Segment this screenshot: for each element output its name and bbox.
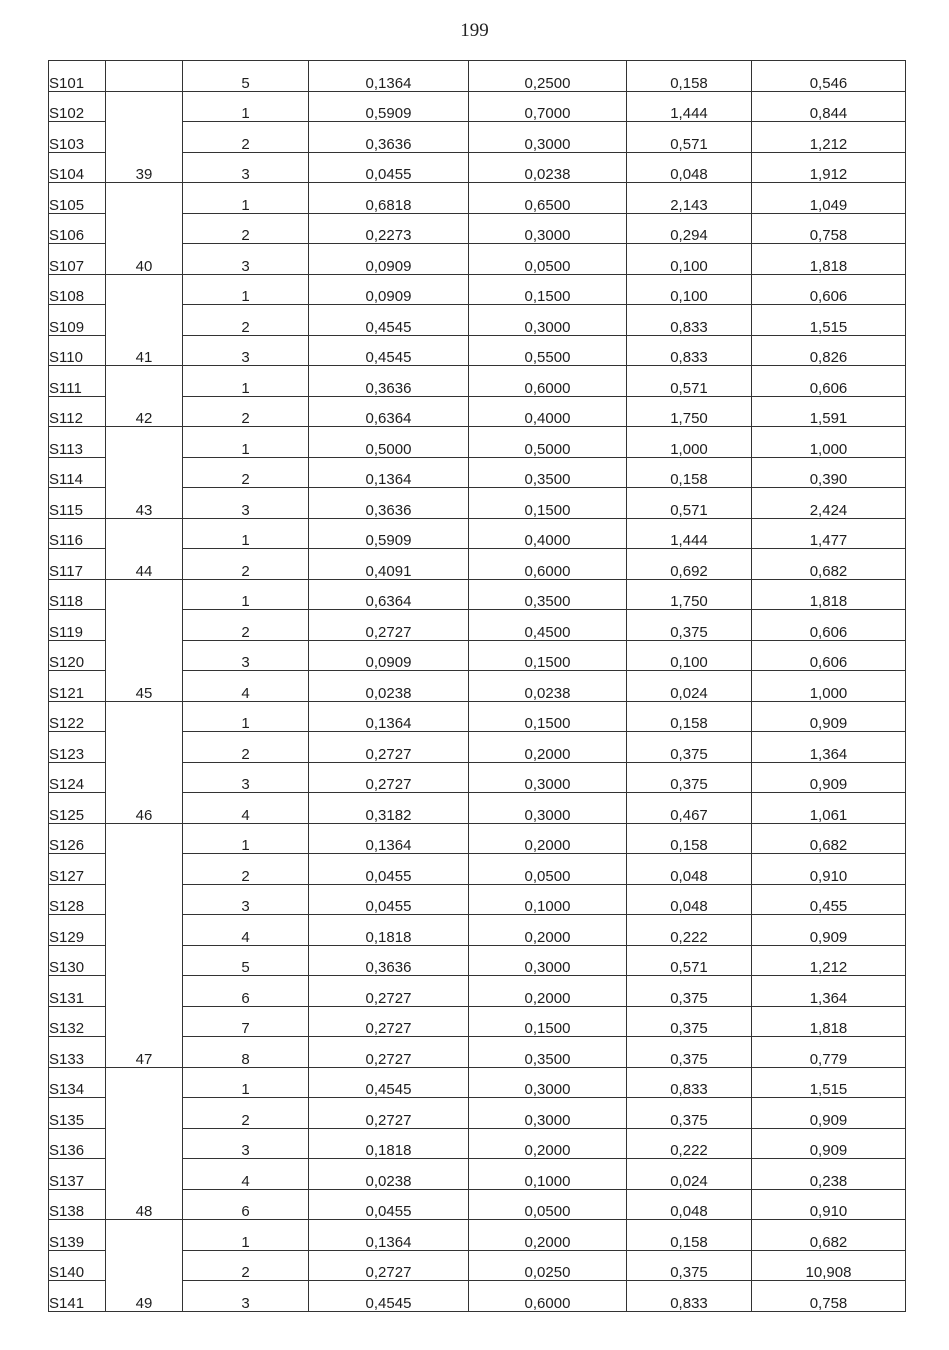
row-code: S113 <box>49 427 106 458</box>
value-col-4: 1,000 <box>752 671 906 702</box>
group-number <box>106 61 183 92</box>
value-col-2: 0,2000 <box>469 732 627 763</box>
value-col-4: 1,049 <box>752 183 906 214</box>
value-col-4: 0,455 <box>752 884 906 915</box>
row-code: S107 <box>49 244 106 275</box>
value-col-2: 0,1500 <box>469 1006 627 1037</box>
row-code: S132 <box>49 1006 106 1037</box>
value-col-3: 0,375 <box>627 610 752 641</box>
value-col-4: 0,682 <box>752 1220 906 1251</box>
value-col-4: 1,912 <box>752 152 906 183</box>
value-col-2: 0,0500 <box>469 244 627 275</box>
table-row <box>49 61 906 92</box>
value-col-2: 0,1500 <box>469 488 627 519</box>
value-col-2: 0,3000 <box>469 762 627 793</box>
value-col-2: 0,3000 <box>469 122 627 153</box>
value-col-4: 0,758 <box>752 213 906 244</box>
group-number: 41 <box>106 274 183 366</box>
value-col-3: 0,158 <box>627 823 752 854</box>
table-row <box>49 183 906 214</box>
value-col-2: 0,2000 <box>469 823 627 854</box>
row-code: S110 <box>49 335 106 366</box>
item-index: 1 <box>183 274 309 305</box>
value-col-4: 0,909 <box>752 1128 906 1159</box>
row-code: S125 <box>49 793 106 824</box>
value-col-3: 2,143 <box>627 183 752 214</box>
value-col-3: 0,375 <box>627 1006 752 1037</box>
value-col-4: 0,606 <box>752 274 906 305</box>
value-col-1: 0,4091 <box>309 549 469 580</box>
group-number: 39 <box>106 91 183 183</box>
table-row <box>49 823 906 854</box>
value-col-1: 0,3182 <box>309 793 469 824</box>
value-col-1: 0,2273 <box>309 213 469 244</box>
value-col-2: 0,3000 <box>469 1067 627 1098</box>
value-col-3: 0,375 <box>627 1250 752 1281</box>
item-index: 1 <box>183 427 309 458</box>
value-col-2: 0,3000 <box>469 945 627 976</box>
value-col-4: 0,826 <box>752 335 906 366</box>
item-index: 4 <box>183 793 309 824</box>
value-col-4: 1,364 <box>752 732 906 763</box>
value-col-1: 0,4545 <box>309 335 469 366</box>
item-index: 2 <box>183 1250 309 1281</box>
row-code: S135 <box>49 1098 106 1129</box>
item-index: 4 <box>183 915 309 946</box>
value-col-2: 0,4000 <box>469 396 627 427</box>
item-index: 1 <box>183 823 309 854</box>
value-col-3: 0,467 <box>627 793 752 824</box>
value-col-1: 0,0238 <box>309 1159 469 1190</box>
value-col-2: 0,2000 <box>469 1220 627 1251</box>
item-index: 1 <box>183 366 309 397</box>
value-col-1: 0,1364 <box>309 61 469 92</box>
item-index: 3 <box>183 1281 309 1312</box>
item-index: 8 <box>183 1037 309 1068</box>
value-col-4: 0,682 <box>752 823 906 854</box>
value-col-2: 0,6500 <box>469 183 627 214</box>
item-index: 1 <box>183 1220 309 1251</box>
value-col-3: 0,024 <box>627 1159 752 1190</box>
item-index: 4 <box>183 671 309 702</box>
value-col-2: 0,3500 <box>469 579 627 610</box>
group-number: 48 <box>106 1067 183 1220</box>
row-code: S114 <box>49 457 106 488</box>
item-index: 2 <box>183 610 309 641</box>
value-col-4: 0,606 <box>752 640 906 671</box>
value-col-2: 0,1000 <box>469 884 627 915</box>
value-col-2: 0,7000 <box>469 91 627 122</box>
value-col-3: 0,571 <box>627 488 752 519</box>
row-code: S124 <box>49 762 106 793</box>
value-col-2: 0,1500 <box>469 701 627 732</box>
value-col-2: 0,3000 <box>469 213 627 244</box>
row-code: S129 <box>49 915 106 946</box>
value-col-4: 1,591 <box>752 396 906 427</box>
value-col-3: 1,444 <box>627 91 752 122</box>
item-index: 2 <box>183 457 309 488</box>
value-col-3: 0,571 <box>627 945 752 976</box>
value-col-3: 0,833 <box>627 1067 752 1098</box>
value-col-2: 0,6000 <box>469 1281 627 1312</box>
table-row <box>49 701 906 732</box>
value-col-2: 0,0500 <box>469 1189 627 1220</box>
item-index: 2 <box>183 396 309 427</box>
item-index: 2 <box>183 213 309 244</box>
value-col-3: 0,375 <box>627 976 752 1007</box>
item-index: 6 <box>183 976 309 1007</box>
item-index: 1 <box>183 1067 309 1098</box>
row-code: S106 <box>49 213 106 244</box>
group-number: 49 <box>106 1220 183 1312</box>
value-col-1: 0,4545 <box>309 305 469 336</box>
value-col-3: 0,375 <box>627 732 752 763</box>
value-col-3: 1,750 <box>627 396 752 427</box>
value-col-2: 0,3000 <box>469 793 627 824</box>
value-col-1: 0,0909 <box>309 244 469 275</box>
row-code: S103 <box>49 122 106 153</box>
group-number: 47 <box>106 823 183 1067</box>
value-col-4: 1,364 <box>752 976 906 1007</box>
table-row <box>49 427 906 458</box>
value-col-2: 0,2500 <box>469 61 627 92</box>
value-col-2: 0,2000 <box>469 1128 627 1159</box>
value-col-1: 0,2727 <box>309 1006 469 1037</box>
value-col-3: 0,158 <box>627 1220 752 1251</box>
row-code: S102 <box>49 91 106 122</box>
value-col-1: 0,1364 <box>309 1220 469 1251</box>
item-index: 2 <box>183 122 309 153</box>
value-col-3: 0,222 <box>627 915 752 946</box>
value-col-1: 0,1364 <box>309 457 469 488</box>
item-index: 1 <box>183 518 309 549</box>
value-col-3: 0,375 <box>627 762 752 793</box>
value-col-4: 1,061 <box>752 793 906 824</box>
value-col-3: 0,571 <box>627 122 752 153</box>
item-index: 4 <box>183 1159 309 1190</box>
value-col-4: 0,682 <box>752 549 906 580</box>
table-row <box>49 1067 906 1098</box>
table-row <box>49 579 906 610</box>
row-code: S140 <box>49 1250 106 1281</box>
value-col-1: 0,3636 <box>309 366 469 397</box>
item-index: 2 <box>183 854 309 885</box>
table-row <box>49 518 906 549</box>
value-col-1: 0,2727 <box>309 1037 469 1068</box>
value-col-2: 0,5000 <box>469 427 627 458</box>
row-code: S120 <box>49 640 106 671</box>
value-col-1: 0,2727 <box>309 976 469 1007</box>
value-col-2: 0,3500 <box>469 1037 627 1068</box>
item-index: 5 <box>183 61 309 92</box>
value-col-2: 0,4000 <box>469 518 627 549</box>
value-col-3: 0,571 <box>627 366 752 397</box>
value-col-2: 0,0250 <box>469 1250 627 1281</box>
value-col-2: 0,6000 <box>469 549 627 580</box>
row-code: S101 <box>49 61 106 92</box>
value-col-4: 0,779 <box>752 1037 906 1068</box>
value-col-4: 0,390 <box>752 457 906 488</box>
value-col-2: 0,2000 <box>469 915 627 946</box>
value-col-1: 0,0455 <box>309 1189 469 1220</box>
row-code: S108 <box>49 274 106 305</box>
group-number: 45 <box>106 579 183 701</box>
value-col-3: 0,222 <box>627 1128 752 1159</box>
value-col-4: 1,818 <box>752 1006 906 1037</box>
value-col-2: 0,1500 <box>469 640 627 671</box>
row-code: S133 <box>49 1037 106 1068</box>
group-number: 44 <box>106 518 183 579</box>
row-code: S126 <box>49 823 106 854</box>
table-row <box>49 1220 906 1251</box>
row-code: S139 <box>49 1220 106 1251</box>
row-code: S128 <box>49 884 106 915</box>
value-col-1: 0,0909 <box>309 274 469 305</box>
value-col-1: 0,1364 <box>309 823 469 854</box>
item-index: 3 <box>183 244 309 275</box>
table-row <box>49 91 906 122</box>
value-col-1: 0,1818 <box>309 915 469 946</box>
value-col-4: 1,212 <box>752 122 906 153</box>
value-col-1: 0,3636 <box>309 122 469 153</box>
value-col-2: 0,2000 <box>469 976 627 1007</box>
row-code: S109 <box>49 305 106 336</box>
value-col-3: 0,692 <box>627 549 752 580</box>
row-code: S121 <box>49 671 106 702</box>
value-col-4: 10,908 <box>752 1250 906 1281</box>
row-code: S104 <box>49 152 106 183</box>
value-col-1: 0,0455 <box>309 152 469 183</box>
value-col-4: 2,424 <box>752 488 906 519</box>
value-col-3: 0,100 <box>627 274 752 305</box>
table-row <box>49 366 906 397</box>
item-index: 3 <box>183 488 309 519</box>
item-index: 3 <box>183 640 309 671</box>
value-col-4: 1,818 <box>752 244 906 275</box>
value-col-1: 0,2727 <box>309 762 469 793</box>
row-code: S111 <box>49 366 106 397</box>
row-code: S122 <box>49 701 106 732</box>
value-col-1: 0,6818 <box>309 183 469 214</box>
group-number: 40 <box>106 183 183 275</box>
value-col-2: 0,4500 <box>469 610 627 641</box>
value-col-1: 0,2727 <box>309 732 469 763</box>
row-code: S115 <box>49 488 106 519</box>
value-col-4: 1,515 <box>752 305 906 336</box>
group-number: 42 <box>106 366 183 427</box>
value-col-1: 0,1364 <box>309 701 469 732</box>
value-col-1: 0,4545 <box>309 1067 469 1098</box>
value-col-3: 0,048 <box>627 152 752 183</box>
value-col-3: 0,048 <box>627 1189 752 1220</box>
value-col-3: 0,100 <box>627 640 752 671</box>
row-code: S123 <box>49 732 106 763</box>
value-col-3: 1,444 <box>627 518 752 549</box>
item-index: 3 <box>183 152 309 183</box>
value-col-4: 0,909 <box>752 701 906 732</box>
row-code: S127 <box>49 854 106 885</box>
item-index: 6 <box>183 1189 309 1220</box>
item-index: 5 <box>183 945 309 976</box>
row-code: S119 <box>49 610 106 641</box>
value-col-3: 0,375 <box>627 1098 752 1129</box>
value-col-3: 0,158 <box>627 61 752 92</box>
item-index: 1 <box>183 701 309 732</box>
value-col-3: 0,048 <box>627 884 752 915</box>
value-col-1: 0,5000 <box>309 427 469 458</box>
group-number: 43 <box>106 427 183 519</box>
row-code: S112 <box>49 396 106 427</box>
value-col-4: 0,909 <box>752 762 906 793</box>
value-col-1: 0,4545 <box>309 1281 469 1312</box>
value-col-3: 0,833 <box>627 335 752 366</box>
row-code: S117 <box>49 549 106 580</box>
value-col-4: 0,910 <box>752 1189 906 1220</box>
value-col-3: 0,048 <box>627 854 752 885</box>
value-col-3: 0,833 <box>627 1281 752 1312</box>
value-col-1: 0,6364 <box>309 396 469 427</box>
value-col-1: 0,2727 <box>309 1250 469 1281</box>
value-col-3: 0,158 <box>627 701 752 732</box>
page-number: 199 <box>460 20 489 41</box>
value-col-4: 0,909 <box>752 915 906 946</box>
table-row <box>49 274 906 305</box>
value-col-1: 0,5909 <box>309 518 469 549</box>
item-index: 1 <box>183 91 309 122</box>
value-col-4: 0,758 <box>752 1281 906 1312</box>
row-code: S137 <box>49 1159 106 1190</box>
item-index: 1 <box>183 579 309 610</box>
value-col-4: 0,844 <box>752 91 906 122</box>
row-code: S105 <box>49 183 106 214</box>
value-col-2: 0,1000 <box>469 1159 627 1190</box>
table-body <box>49 61 906 1312</box>
value-col-4: 0,909 <box>752 1098 906 1129</box>
value-col-1: 0,0238 <box>309 671 469 702</box>
item-index: 2 <box>183 549 309 580</box>
item-index: 2 <box>183 1098 309 1129</box>
data-table <box>48 60 906 1312</box>
item-index: 3 <box>183 762 309 793</box>
item-index: 2 <box>183 305 309 336</box>
item-index: 3 <box>183 335 309 366</box>
row-code: S118 <box>49 579 106 610</box>
value-col-4: 1,212 <box>752 945 906 976</box>
value-col-3: 1,000 <box>627 427 752 458</box>
value-col-1: 0,1818 <box>309 1128 469 1159</box>
value-col-2: 0,3500 <box>469 457 627 488</box>
row-code: S138 <box>49 1189 106 1220</box>
value-col-1: 0,0909 <box>309 640 469 671</box>
item-index: 3 <box>183 1128 309 1159</box>
value-col-1: 0,2727 <box>309 1098 469 1129</box>
value-col-4: 1,000 <box>752 427 906 458</box>
value-col-3: 1,750 <box>627 579 752 610</box>
value-col-4: 0,606 <box>752 366 906 397</box>
value-col-2: 0,6000 <box>469 366 627 397</box>
value-col-3: 0,158 <box>627 457 752 488</box>
row-code: S134 <box>49 1067 106 1098</box>
value-col-4: 0,606 <box>752 610 906 641</box>
value-col-2: 0,5500 <box>469 335 627 366</box>
value-col-4: 0,546 <box>752 61 906 92</box>
value-col-1: 0,2727 <box>309 610 469 641</box>
row-code: S130 <box>49 945 106 976</box>
value-col-2: 0,3000 <box>469 1098 627 1129</box>
value-col-1: 0,5909 <box>309 91 469 122</box>
item-index: 1 <box>183 183 309 214</box>
value-col-4: 1,477 <box>752 518 906 549</box>
value-col-4: 1,515 <box>752 1067 906 1098</box>
value-col-4: 0,910 <box>752 854 906 885</box>
value-col-3: 0,294 <box>627 213 752 244</box>
value-col-2: 0,0238 <box>469 671 627 702</box>
value-col-3: 0,100 <box>627 244 752 275</box>
value-col-1: 0,3636 <box>309 488 469 519</box>
row-code: S141 <box>49 1281 106 1312</box>
value-col-3: 0,375 <box>627 1037 752 1068</box>
item-index: 2 <box>183 732 309 763</box>
group-number: 46 <box>106 701 183 823</box>
row-code: S136 <box>49 1128 106 1159</box>
value-col-4: 0,238 <box>752 1159 906 1190</box>
value-col-3: 0,833 <box>627 305 752 336</box>
item-index: 3 <box>183 884 309 915</box>
value-col-1: 0,0455 <box>309 884 469 915</box>
row-code: S116 <box>49 518 106 549</box>
item-index: 7 <box>183 1006 309 1037</box>
value-col-2: 0,1500 <box>469 274 627 305</box>
value-col-2: 0,0500 <box>469 854 627 885</box>
value-col-3: 0,024 <box>627 671 752 702</box>
value-col-2: 0,3000 <box>469 305 627 336</box>
value-col-4: 1,818 <box>752 579 906 610</box>
value-col-2: 0,0238 <box>469 152 627 183</box>
row-code: S131 <box>49 976 106 1007</box>
value-col-1: 0,3636 <box>309 945 469 976</box>
value-col-1: 0,0455 <box>309 854 469 885</box>
value-col-1: 0,6364 <box>309 579 469 610</box>
